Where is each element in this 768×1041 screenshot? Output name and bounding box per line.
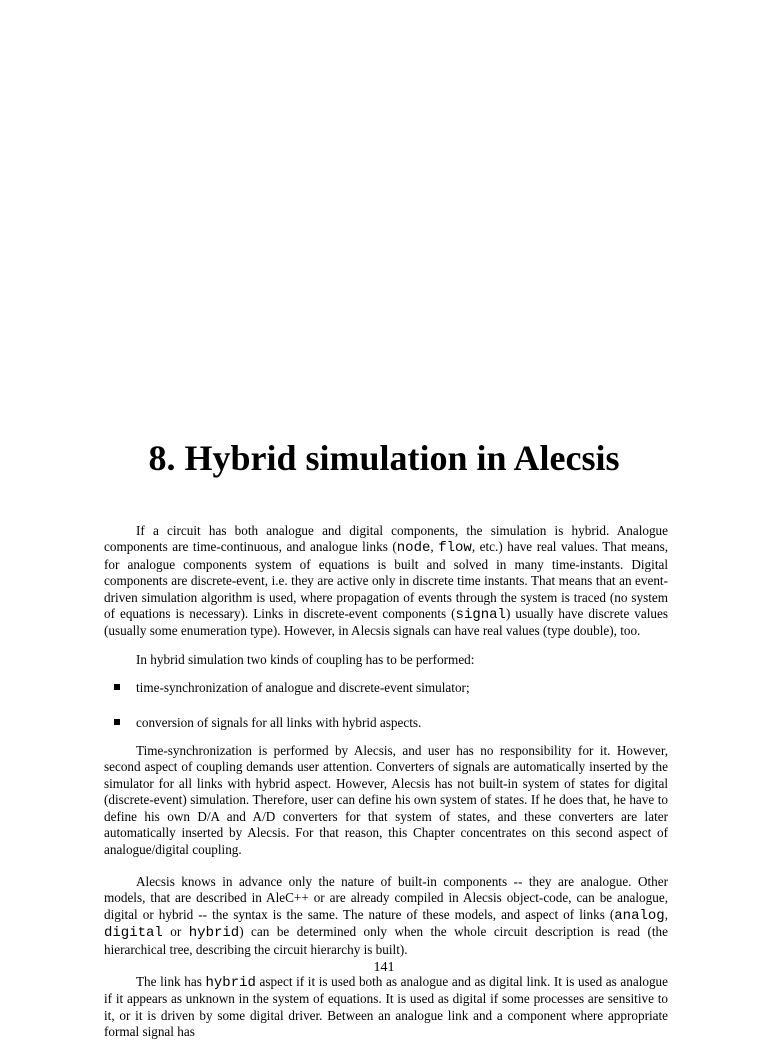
text: ) can be determined only when the whole circuit description is read (the hierarchical tree, describing the circuit hierarchy is built). (104, 924, 668, 957)
code-node: node (396, 540, 431, 557)
chapter-title: 8. Hybrid simulation in Alecsis (148, 438, 620, 478)
paragraph-nature (104, 874, 668, 958)
bullet-marker (114, 684, 120, 690)
list-item (104, 715, 668, 731)
paragraph-intro (104, 523, 668, 640)
text: ) usually have discrete values (usually some enumeration type). However, in Alecsis signals can have real values (type double), too. (104, 606, 668, 639)
text: Alecsis knows in advance only the nature of built-in components -- they are analogue. Other models, that are described in AleC++ or are already compiled in Alecsis object-code, can be analogue, digital or hybrid -- the syntax is the same. The nature of these models, and aspect of links ( (104, 873, 668, 922)
text: If a circuit has both analogue and digital components, the simulation is hybrid. Analogue components are time-continuous, and analogue links ( (104, 523, 668, 555)
bullet-marker (114, 719, 120, 725)
text: , etc.) have real values. That means, for analogue components system of equations is built and solved in many time-instants. Digital components are discrete-event, i.e. they are active only in discrete time instants. That means that an event-driven simulation algorithm is used, where propagation of events through the system is traced (no system of equations is necessary). Links in discrete-event components ( (104, 539, 668, 622)
text: aspect if it is used both as analogue and as digital link. It is used as analogue if it appears as unknown in the system of equations. It is used as digital if some processes are sensitive to it, or it is driven by some digital driver. Between an analogue link and a component where appropriate formal signal has (104, 973, 668, 1040)
page-number: 141 (373, 960, 395, 975)
paragraph-hybrid-link (104, 974, 668, 1041)
list-item (104, 680, 668, 696)
code-hybrid: hybrid (188, 925, 240, 942)
bullet-list (104, 680, 668, 731)
paragraph-synchronization: Time-synchronization is performed by Alecsis, and user has no responsibility for it. However, second aspect of coupling demands user attention. Converters of signals are automatically inserted by the simulator for all links with hybrid aspect. However, Alecsis has not built-in system of states for digital (discrete-event) simulation. Therefore, user can define his own system of states. If he does that, he have to define his own D/A and A/D converters for that system of states, and these converters are later automatically inserted by Alecsis. For that reason, this Chapter concentrates on this second aspect of analogue/digital coupling. (104, 743, 668, 857)
code-signal: signal (455, 607, 506, 624)
text: The link has (136, 973, 206, 989)
code-analog: analog (614, 907, 665, 924)
text: , (430, 539, 439, 555)
text: or (162, 924, 189, 940)
code-hybrid: hybrid (205, 974, 256, 991)
list-item-text: time-synchronization of analogue and discrete-event simulator; (136, 680, 470, 696)
list-item-text: conversion of signals for all links with hybrid aspects. (136, 714, 422, 730)
code-digital: digital (104, 925, 163, 942)
text: , (664, 906, 668, 922)
code-flow: flow (438, 540, 472, 557)
paragraph-coupling: In hybrid simulation two kinds of coupling has to be performed: (136, 651, 475, 667)
